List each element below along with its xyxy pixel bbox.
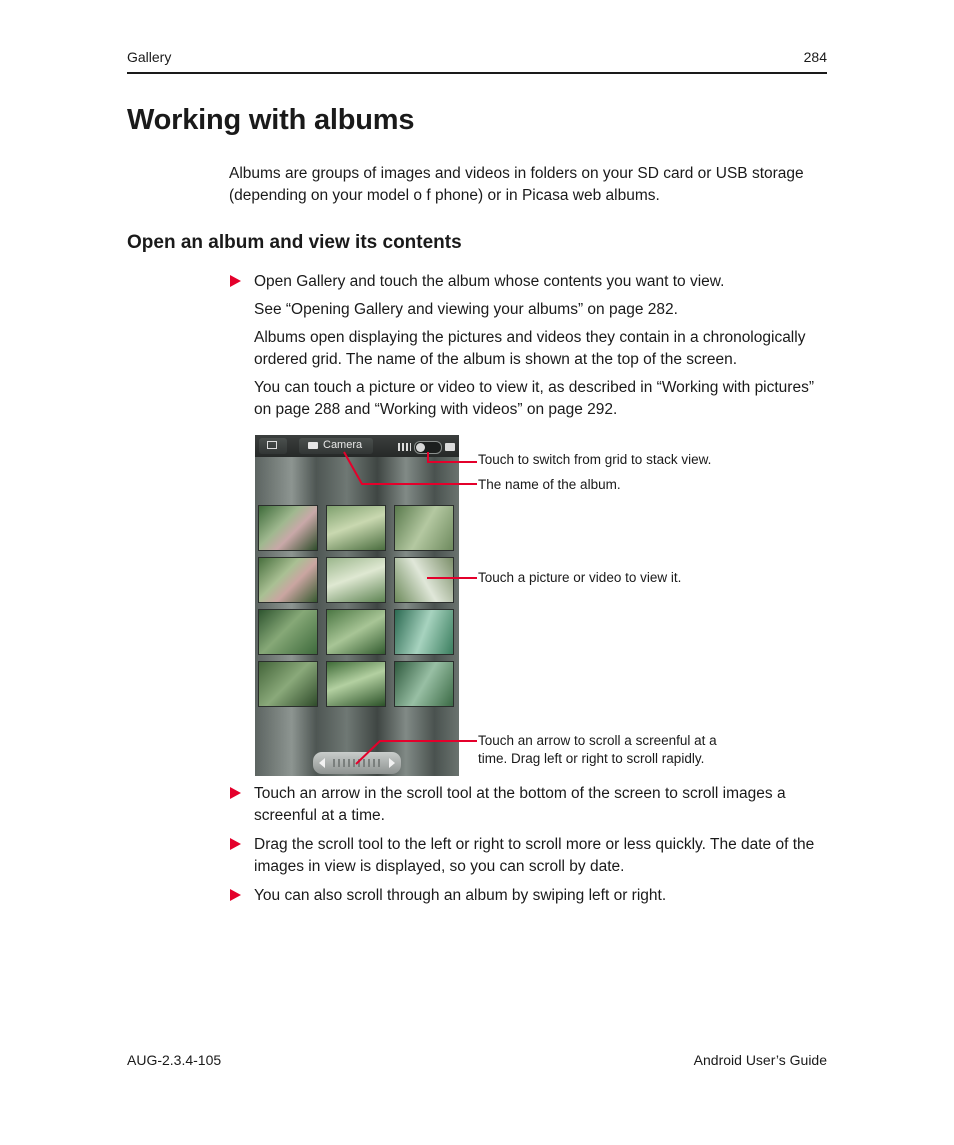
photo-thumbnail[interactable]	[326, 505, 386, 551]
photo-thumbnail[interactable]	[258, 609, 318, 655]
footer-guide-name: Android User’s Guide	[693, 1052, 827, 1068]
intro-line: (depending on your model o f phone) or in Picasa web albums.	[229, 186, 660, 204]
step-line: images in view is displayed, so you can scroll by date.	[254, 857, 625, 875]
callout-scroll	[478, 732, 717, 768]
photo-thumbnail[interactable]	[394, 609, 454, 655]
step-text	[254, 834, 814, 877]
photo-thumbnail[interactable]	[258, 505, 318, 551]
step-text: You can also scroll through an album by swiping left or right.	[254, 887, 667, 904]
callout-line	[427, 577, 477, 579]
callout-toggle: Touch to switch from grid to stack view.	[478, 452, 712, 467]
running-header-section: Gallery	[127, 49, 172, 65]
album-name-label: Camera	[323, 439, 363, 451]
bullet-icon	[230, 787, 241, 799]
photo-thumbnail[interactable]	[326, 609, 386, 655]
intro-line: Albums are groups of images and videos in folders on your SD card or USB storage	[229, 165, 804, 182]
header-rule	[127, 72, 827, 74]
gallery-icon	[267, 441, 277, 449]
photo-thumbnail[interactable]	[326, 557, 386, 603]
step-line: Touch an arrow in the scroll tool at the bottom of the screen to scroll images a	[254, 785, 786, 802]
photo-thumbnail[interactable]	[394, 557, 454, 603]
page-number: 284	[803, 49, 827, 65]
photo-thumbnail[interactable]	[394, 661, 454, 707]
note-line: ordered grid. The name of the album is shown at the top of the screen.	[254, 350, 738, 368]
step-line: screenful at a time.	[254, 806, 385, 824]
step-note	[254, 377, 814, 420]
callout-line-text: Touch an arrow to scroll a screenful at a	[478, 733, 717, 748]
intro-paragraph	[229, 163, 804, 206]
callout-line-text: time. Drag left or right to scroll rapidly.	[478, 751, 705, 766]
bullet-icon	[230, 838, 241, 850]
callout-line-scroll	[350, 738, 480, 768]
callout-line-album-name	[340, 450, 480, 490]
step-note	[254, 327, 805, 370]
bullet-icon	[230, 275, 241, 287]
note-line: You can touch a picture or video to view it, as described in “Working with pictures”	[254, 379, 814, 396]
note-line: Albums open displaying the pictures and videos they contain in a chronologically	[254, 329, 806, 346]
step-text	[254, 783, 786, 826]
camera-icon	[308, 442, 318, 449]
photo-thumbnail[interactable]	[258, 661, 318, 707]
callout-album-name: The name of the album.	[478, 477, 621, 492]
callout-picture: Touch a picture or video to view it.	[478, 570, 682, 585]
step-text: Open Gallery and touch the album whose contents you want to view.	[254, 273, 725, 290]
footer-doc-id: AUG-2.3.4-105	[127, 1052, 222, 1068]
section-heading: Open an album and view its contents	[127, 232, 462, 253]
page-title: Working with albums	[127, 104, 415, 136]
note-line: on page 288 and “Working with videos” on page 292.	[254, 400, 618, 418]
step-note: See “Opening Gallery and viewing your albums” on page 282.	[254, 301, 678, 318]
bullet-icon	[230, 889, 241, 901]
photo-thumbnail[interactable]	[326, 661, 386, 707]
step-line: Drag the scroll tool to the left or right to scroll more or less quickly. The date of the	[254, 836, 815, 853]
scroll-left-arrow[interactable]	[319, 758, 325, 768]
photo-thumbnail[interactable]	[258, 557, 318, 603]
photo-thumbnail[interactable]	[394, 505, 454, 551]
